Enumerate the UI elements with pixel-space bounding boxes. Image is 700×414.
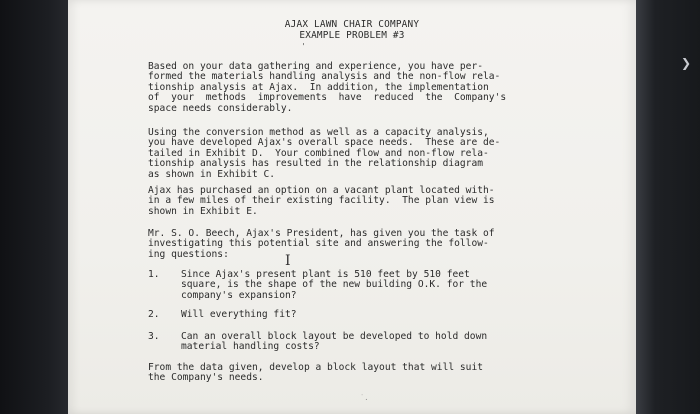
text-cursor-icon: I — [285, 253, 291, 269]
left-background — [0, 0, 68, 414]
stray-dots: ˙. — [360, 394, 369, 402]
chevron-right-icon[interactable]: ❯ — [680, 56, 692, 70]
paragraph-task: Mr. S. O. Beech, Ajax's President, has given you the task of investigating this potential site and answering the follow- ing questions: — [148, 228, 495, 260]
document-page — [68, 0, 636, 414]
paragraph-plant-option: Ajax has purchased an option on a vacant plant located with- in a few miles of their existing facility. The plan view is shown in Exhibit E. — [148, 185, 495, 217]
document-title: AJAX LAWN CHAIR COMPANY — [284, 19, 420, 30]
question-number: 1. — [148, 269, 160, 280]
document-subtitle: EXAMPLE PROBLEM #3 — [299, 30, 405, 41]
paragraph-space-needs: Using the conversion method as well as a capacity analysis, you have developed Ajax's overall space needs. These are de- tailed in Exhibit D. Your combined flow and non-flow rela- tionship analysis has resulted in the relationship diagram as shown in Exhibit C. — [148, 127, 501, 180]
question-text: Can an overall block layout be developed to hold down material handling costs? — [181, 331, 488, 353]
paragraph-instructions: From the data given, develop a block layout that will suit the Company's needs. — [148, 362, 484, 384]
question-number: 3. — [148, 331, 160, 342]
stray-mark: ' — [301, 42, 306, 51]
question-text: Will everything fit? — [181, 309, 297, 320]
question-number: 2. — [148, 309, 160, 320]
question-text: Since Ajax's present plant is 510 feet by 510 feet square, is the shape of the new building O.K. for the company's expansion? — [181, 269, 488, 301]
paragraph-intro: Based on your data gathering and experience, you have per- formed the materials handling analysis and the non-flow rela- tionship analysis at Ajax. In addition, the implementation of your methods improvements have reduced the Company's space needs considerably. — [148, 61, 507, 114]
